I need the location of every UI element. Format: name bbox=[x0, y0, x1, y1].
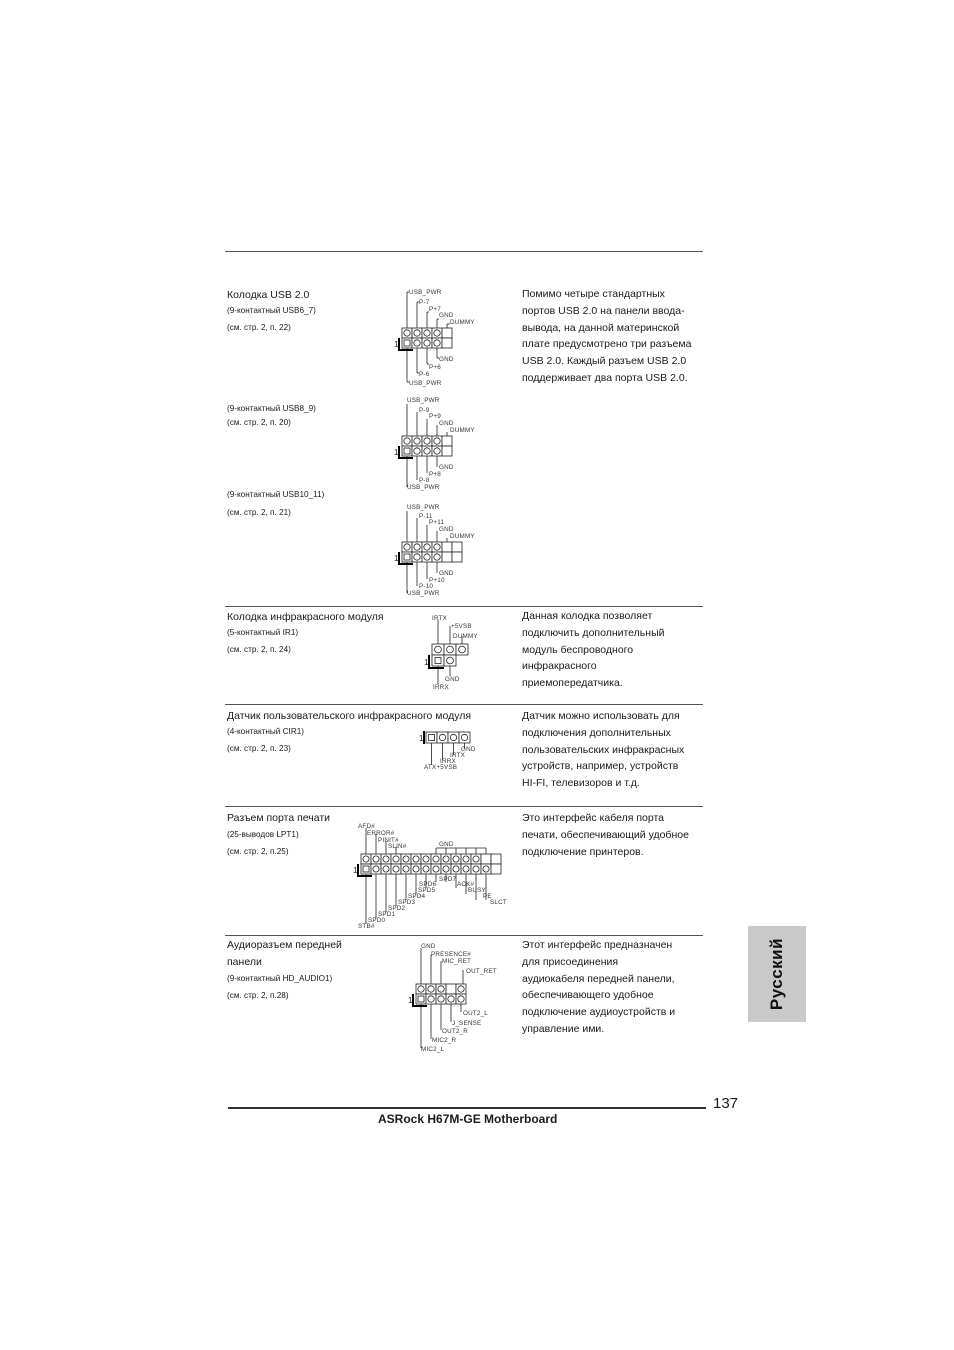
pin-label: IRRX bbox=[440, 758, 456, 765]
pin-label: SLIN# bbox=[388, 843, 407, 850]
desc-line: аудиокабеля передней панели, bbox=[522, 972, 675, 985]
language-side-tab-label: Русский bbox=[767, 937, 787, 1011]
usb89-pinout-diagram bbox=[390, 396, 490, 492]
top-rule bbox=[225, 251, 703, 252]
pin-label: USB_PWR bbox=[407, 397, 440, 404]
lpt-pinout-diagram bbox=[352, 820, 512, 932]
usb67-pinout-diagram bbox=[390, 284, 490, 388]
ir-description bbox=[522, 608, 712, 692]
section-divider bbox=[225, 806, 703, 807]
desc-line: печати, обеспечивающий удобное bbox=[522, 828, 689, 841]
pin-label: DUMMY bbox=[453, 633, 478, 640]
pin-label: AFD# bbox=[358, 823, 375, 830]
pin-label: GND bbox=[439, 420, 454, 427]
usb-description bbox=[522, 286, 712, 387]
lpt-reference: (см. стр. 2, п.25) bbox=[227, 847, 289, 856]
desc-line: Данная колодка позволяет bbox=[522, 610, 653, 622]
desc-line: приемопередатчика. bbox=[522, 677, 623, 690]
cir-description bbox=[522, 708, 712, 792]
desc-line: инфракрасного bbox=[522, 660, 597, 673]
footer-rule bbox=[228, 1107, 706, 1109]
ir-reference: (см. стр. 2, п. 24) bbox=[227, 645, 291, 654]
pin-label: PINIT# bbox=[378, 837, 399, 844]
desc-line: модуль беспроводного bbox=[522, 643, 634, 656]
pin-label: USB_PWR bbox=[407, 504, 440, 511]
pin-label: P-11 bbox=[419, 513, 433, 520]
pin-label: DUMMY bbox=[450, 427, 475, 434]
ir-pinout-diagram bbox=[424, 612, 494, 692]
audio-header-title: Аудиоразъем передней bbox=[227, 939, 342, 951]
pin-label: GND bbox=[439, 570, 454, 577]
pin-label: GND bbox=[421, 943, 436, 950]
pin-label: PRESENCE# bbox=[431, 951, 471, 958]
audio-pinout-diagram bbox=[406, 940, 506, 1056]
desc-line: Датчик можно использовать для bbox=[522, 710, 680, 722]
usb1011-subtitle: (9-контактный USB10_11) bbox=[227, 490, 325, 499]
desc-line: обеспечивающего удобное bbox=[522, 989, 654, 1002]
pin-label: P-6 bbox=[419, 371, 430, 378]
audio-header-title-cont: панели bbox=[227, 956, 262, 968]
pin-1-label: 1 bbox=[353, 866, 358, 875]
desc-line: подключения дополнительных bbox=[522, 726, 671, 739]
pin-1-label: 1 bbox=[408, 996, 413, 1005]
pin-label: OUT_RET bbox=[466, 968, 497, 975]
cir-pinout-diagram bbox=[418, 728, 488, 774]
lpt-description bbox=[522, 810, 712, 860]
ir-header-title: Колодка инфракрасного модуля bbox=[227, 611, 384, 623]
pin-label: P+7 bbox=[429, 306, 441, 313]
desc-line: Этот интерфейс предназначен bbox=[522, 939, 673, 951]
desc-line: подключить дополнительный bbox=[522, 626, 665, 639]
pin-label: USB_PWR bbox=[409, 289, 442, 296]
page-number: 137 bbox=[713, 1095, 739, 1112]
pin-label: STB# bbox=[358, 923, 375, 930]
cir-reference: (см. стр. 2, п. 23) bbox=[227, 744, 291, 753]
pin-label: SPD4 bbox=[408, 893, 426, 900]
pin-label: J_SENSE bbox=[452, 1020, 482, 1027]
lpt-header-title: Разъем порта печати bbox=[227, 812, 331, 824]
pin-label: P-10 bbox=[419, 583, 434, 590]
pin-label: SPD5 bbox=[418, 887, 436, 894]
pin-label: SPD7 bbox=[439, 876, 457, 883]
pin-label: GND bbox=[439, 526, 454, 533]
pin-label: P-8 bbox=[419, 477, 430, 484]
pin-label: USB_PWR bbox=[407, 590, 440, 597]
pin-label: PE bbox=[483, 893, 492, 900]
cir-subtitle: (4-контактный CIR1) bbox=[227, 727, 305, 736]
pin-label: GND bbox=[461, 746, 476, 753]
pin-label: GND bbox=[439, 312, 454, 319]
usb89-subtitle: (9-контактный USB8_9) bbox=[227, 404, 316, 413]
audio-reference: (см. стр. 2, п.28) bbox=[227, 991, 289, 1000]
usb-header-title: Колодка USB 2.0 bbox=[227, 289, 310, 301]
pin-1-label: 1 bbox=[419, 734, 424, 743]
usb67-reference: (см. стр. 2, п. 22) bbox=[227, 323, 291, 332]
pin-label: USB_PWR bbox=[409, 380, 442, 387]
cir-header-title: Датчик пользовательского инфракрасного модуля bbox=[227, 710, 472, 722]
usb67-subtitle: (9-контактный USB6_7) bbox=[227, 306, 316, 315]
pin-1-label: 1 bbox=[394, 340, 399, 349]
pin-1-label: 1 bbox=[424, 658, 429, 667]
desc-line: Это интерфейс кабеля порта bbox=[522, 812, 664, 824]
pin-label: GND bbox=[439, 356, 454, 363]
pin-label: IRTX bbox=[450, 752, 466, 759]
pin-label: MIC_RET bbox=[442, 958, 472, 965]
pin-label: IRRX bbox=[433, 684, 449, 691]
desc-line: USB 2.0. Каждый разъем USB 2.0 bbox=[522, 355, 687, 368]
desc-line: подключение аудиоустройств и bbox=[522, 1006, 676, 1019]
pin-1-label: 1 bbox=[394, 554, 399, 563]
desc-line: для присоединения bbox=[522, 955, 619, 968]
pin-label: P+8 bbox=[429, 471, 441, 478]
desc-line: портов USB 2.0 на панели ввода- bbox=[522, 304, 685, 317]
section-divider bbox=[225, 935, 703, 936]
section-divider bbox=[225, 704, 703, 705]
pin-label: ATX+5VSB bbox=[424, 764, 458, 771]
desc-line: поддерживает два порта USB 2.0. bbox=[522, 371, 688, 384]
pin-label: ACK# bbox=[457, 881, 475, 888]
pin-label: P+9 bbox=[429, 413, 441, 420]
pin-label: BUSY bbox=[468, 887, 486, 894]
pin-label: +5VSB bbox=[451, 623, 472, 630]
pin-label: P+6 bbox=[429, 364, 441, 371]
pin-label: DUMMY bbox=[450, 319, 475, 326]
pin-label: OUT2_L bbox=[463, 1010, 488, 1017]
usb1011-pinout-diagram bbox=[390, 503, 490, 599]
desc-line: устройств, например, устройств bbox=[522, 760, 679, 773]
audio-subtitle: (9-контактный HD_AUDIO1) bbox=[227, 974, 333, 983]
footer-product-name: ASRock H67M-GE Motherboard bbox=[378, 1112, 558, 1126]
desc-line: HI-FI, телевизоров и т.д. bbox=[522, 777, 640, 790]
pin-label: ERROR# bbox=[367, 830, 395, 837]
desc-line: вывода, на данной материнской bbox=[522, 321, 680, 334]
pin-1-label: 1 bbox=[394, 448, 399, 457]
pin-label: SPD6 bbox=[419, 881, 437, 888]
ir-subtitle: (5-контактный IR1) bbox=[227, 628, 299, 637]
desc-line: Помимо четыре стандартных bbox=[522, 288, 665, 300]
pin-label: P+11 bbox=[429, 519, 445, 526]
desc-line: управление ими. bbox=[522, 1022, 605, 1035]
language-side-tab bbox=[748, 926, 806, 1022]
desc-line: пользовательских инфракрасных bbox=[522, 743, 685, 756]
pin-label: SPD3 bbox=[398, 899, 416, 906]
desc-line: подключение принтеров. bbox=[522, 845, 644, 858]
pin-label: SPD1 bbox=[378, 911, 396, 918]
pin-label: GND bbox=[445, 676, 460, 683]
pin-label: P+10 bbox=[429, 577, 445, 584]
pin-label: P-9 bbox=[419, 407, 430, 414]
section-divider bbox=[225, 606, 703, 607]
audio-description bbox=[522, 937, 712, 1038]
pin-label: P-7 bbox=[419, 299, 430, 306]
usb89-reference: (см. стр. 2, п. 20) bbox=[227, 418, 291, 427]
usb1011-reference: (см. стр. 2, п. 21) bbox=[227, 508, 291, 517]
pin-label: SPD2 bbox=[388, 905, 406, 912]
pin-label: GND bbox=[439, 841, 454, 848]
desc-line: плате предусмотрено три разъема bbox=[522, 338, 692, 351]
lpt-subtitle: (25-выводов LPT1) bbox=[227, 830, 299, 839]
pin-label: OUT2_R bbox=[442, 1028, 469, 1035]
pin-label: GND bbox=[439, 464, 454, 471]
pin-label: USB_PWR bbox=[407, 484, 440, 491]
pin-label: DUMMY bbox=[450, 533, 475, 540]
pin-label: SLCT bbox=[490, 899, 507, 906]
pin-label: IRTX bbox=[432, 615, 448, 622]
pin-label: SPD0 bbox=[368, 917, 386, 924]
pin-label: MIC2_R bbox=[432, 1037, 457, 1044]
pin-label: MIC2_L bbox=[421, 1046, 445, 1053]
